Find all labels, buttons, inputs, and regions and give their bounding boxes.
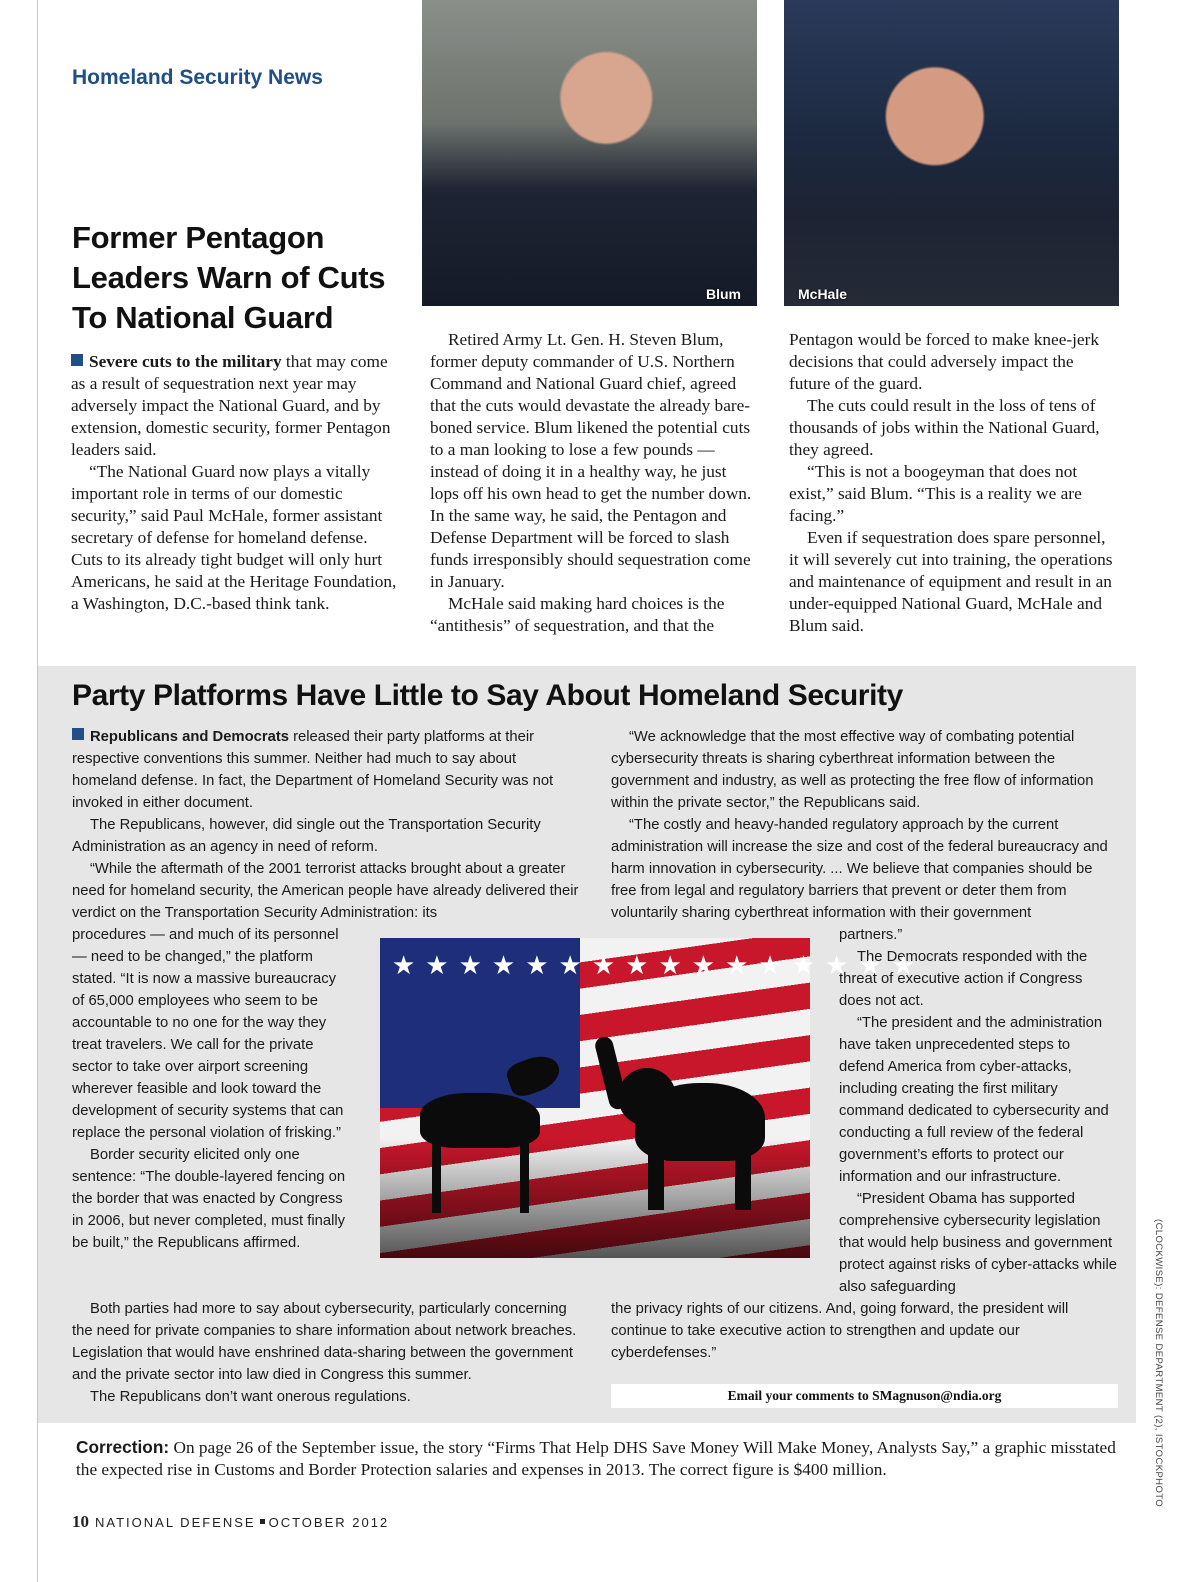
sidebar-paragraph: Border security elicited only one sentence: “The double-layered fencing on the border that was enacted by Congress in 2006, but never completed, must finally be built,” the Republicans affirmed. [72,1147,346,1251]
section-label: Homeland Security News [72,66,323,89]
elephant-leg-shape [735,1148,751,1210]
sidebar-paragraph: the privacy rights of our citizens. And, going forward, the president will continue to take executive action to strengthen and update our cyberdefenses.” [611,1301,1069,1361]
sidebar-column-right-middle [839,924,1118,1298]
page-footer [72,1512,389,1532]
sidebar-paragraph: The Democrats responded with the threat of executive action if Congress does not act. [839,949,1088,1009]
article-text: that may come as a result of sequestration next year may adversely impact the National Guard, and by extension, domestic security, former Pentagon leaders said. [71,352,391,459]
photo-credit-text: (CLOCKWISE): DEFENSE DEPARTMENT (2), ISTOCKPHOTO [1153,1219,1164,1508]
article-paragraph: “This is not a boogeyman that does not exist,” said Blum. “This is a reality we are facing.” [789,462,1082,525]
article-paragraph: The cuts could result in the loss of tens of thousands of jobs within the National Guard, they agreed. [789,396,1100,459]
donkey-leg-shape [520,1138,529,1213]
sidebar-lead-in: Republicans and Democrats [90,729,289,745]
sidebar-paragraph [72,726,584,814]
correction-label: Correction: [76,1437,170,1457]
sidebar-column-left-top [72,726,584,924]
sidebar-text: released their party platforms at their respective conventions this summer. Neither had much to say about homeland defense. In fact, the Department of Homeland Security was not invoked in either document. [72,729,554,811]
email-link[interactable]: SMagnuson@ndia.org [872,1388,1002,1403]
elephant-head-shape [618,1068,676,1126]
sidebar-paragraph: Both parties had more to say about cybersecurity, particularly concerning the need for private companies to share information about network breaches. Legislation that would have enshrined data-sharing between the government and the private sector into law died in Congress this summer. [72,1301,577,1383]
flag-stars-canton: ★★★★★★★★★★★★★★★★ [380,938,580,1108]
article-paragraph [71,351,401,461]
sidebar-column-right-top [611,726,1118,924]
publication-name: NATIONAL DEFENSE [95,1515,256,1530]
elephant-leg-shape [648,1148,664,1210]
article-paragraph: Pentagon would be forced to make knee-jerk decisions that could adversely impact the future of the guard. [789,330,1099,393]
flag-donkey-elephant-photo [380,938,925,1258]
email-prompt: Email your comments to [727,1388,873,1403]
correction-note [76,1436,1121,1481]
sidebar-paragraph: “The costly and heavy-handed regulatory approach by the current administration will increase the size and cost of the federal bureaucracy and harm innovation in cybersecurity. ... We believe that companies should be free from legal and regulatory barriers that prevent or deter them from voluntarily sharing cyberthreat information with their government [611,817,1108,921]
issue-date: OCTOBER 2012 [268,1515,390,1530]
article-paragraph: Even if sequestration does spare personnel, it will severely cut into training, the operations and maintenance of equipment and result in an under-equipped National Guard, McHale and Blum said. [789,528,1113,635]
sidebar-paragraph: procedures — and much of its personnel — need to be changed,” the platform stated. “It is now a massive bureaucracy of 65,000 employees who seem to be accountable to no one for the way they treat travelers. We call for the private sector to take over airport screening wherever feasible and look toward the development of security systems that can replace the personal violation of frisking.” [72,927,344,1141]
sidebar-column-left-middle [72,924,350,1254]
sidebar-paragraph: The Republicans don’t want onerous regulations. [90,1389,411,1405]
sidebar-paragraph: “The president and the administration have taken unprecedented steps to defend America from cyber-attacks, including creating the first military command dedicated to cybersecurity and conducting a full review of the federal government’s efforts to protect our information and our infrastructure. [839,1015,1109,1185]
elephant-trunk-shape [593,1035,628,1111]
sidebar-paragraph: The Republicans, however, did single out the Transportation Security Administration as an agency in need of reform. [72,817,541,855]
article-paragraph: Retired Army Lt. Gen. H. Steven Blum, former deputy commander of U.S. Northern Command and National Guard chief, agreed that the cuts would devastate the already bare-boned service. Blum likened the potential cuts to a man looking to lose a few pounds — instead of doing it in a healthy way, he just lops off his own head to get the number down. In the same way, he said, the Pentagon and Defense Department will be forced to slash funds irresponsibly should sequestration come in January. [430,330,752,591]
article-headline: Former Pentagon Leaders Warn of Cuts To National Guard [72,220,386,335]
correction-text: On page 26 of the September issue, the story “Firms That Help DHS Save Money Will Make Money, Analysts Say,” a graphic misstated the expected rise in Customs and Border Protection salaries and expenses in 2013. The correct figure is $400 million. [76,1438,1116,1479]
sidebar-paragraph: partners.” [839,927,903,943]
email-comments-box [611,1384,1118,1408]
blum-photo-caption: Blum [706,286,741,302]
mchale-photo-caption: McHale [798,286,848,302]
bullet-square-icon [71,354,83,366]
article-column-1 [71,351,401,615]
page-number: 10 [72,1512,89,1531]
sidebar-column-right-bottom [611,1298,1118,1364]
sidebar-headline: Party Platforms Have Little to Say About Homeland Security [72,679,903,712]
blum-photo [422,0,757,306]
sidebar-paragraph: “While the aftermath of the 2001 terrorist attacks brought about a greater need for homeland security, the American people have already delivered their verdict on the Transportation Security Administration: its [72,861,579,921]
bullet-square-icon [72,728,84,740]
sidebar-paragraph: “President Obama has supported comprehensive cybersecurity legislation that would help business and government protect against risks of cyber-attacks while also safeguarding [839,1191,1117,1295]
article-lead-in: Severe cuts to the military [89,352,282,371]
donkey-leg-shape [432,1138,441,1213]
article-column-2 [430,329,756,637]
sidebar-column-left-bottom [72,1298,584,1408]
photo-credit [1153,1219,1176,1508]
article-paragraph: “The National Guard now plays a vitally important role in terms of our domestic security,” said Paul McHale, former assistant secretary of defense for homeland defense. Cuts to its already tight budget will only hurt Americans, he said at the Heritage Foundation, a Washington, D.C.-based think tank. [71,462,397,613]
sidebar-paragraph: “We acknowledge that the most effective way of combating potential cybersecurity threats is sharing cyberthreat information between the government and industry, as well as protecting the free flow of information within the private sector,” the Republicans said. [611,729,1094,811]
article-paragraph: McHale said making hard choices is the “antithesis” of sequestration, and that the [430,594,725,635]
footer-separator-icon [260,1519,265,1524]
article-column-3 [789,329,1119,637]
mchale-photo [784,0,1119,306]
